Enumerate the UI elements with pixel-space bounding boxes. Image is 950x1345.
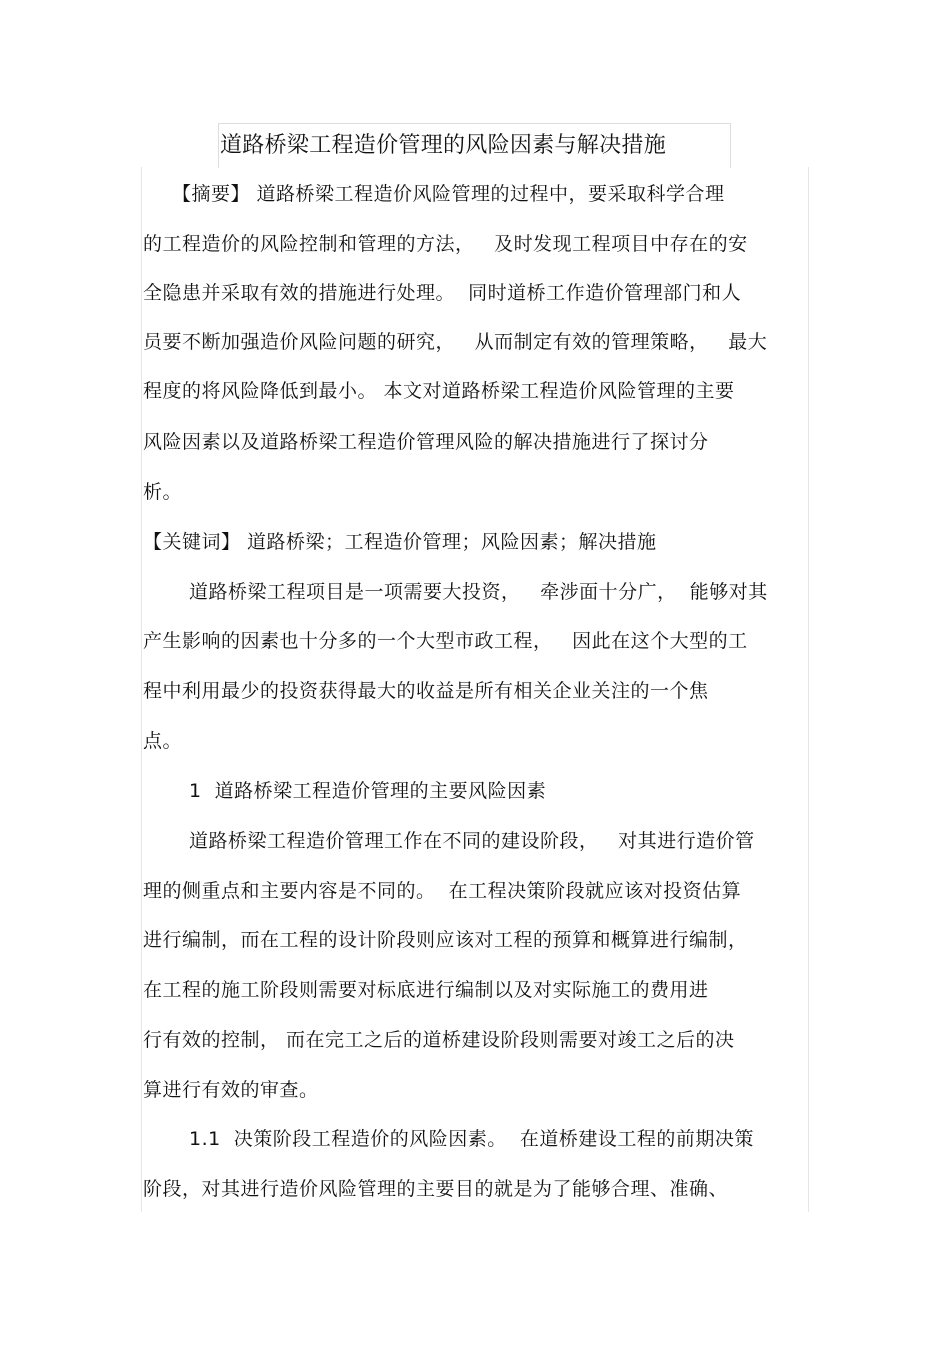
intro-line-4: 点。 xyxy=(143,730,183,752)
abstract-line-4: 员要不断加强造价风险问题的研究， 从而制定有效的管理策略， 最大 xyxy=(143,331,768,353)
section-1-heading: 1 道路桥梁工程造价管理的主要风险因素 xyxy=(189,780,547,802)
abstract-line-6: 风险因素以及道路桥梁工程造价管理风险的解决措施进行了探讨分 xyxy=(143,431,709,453)
section-1-line-3: 进行编制，而在工程的设计阶段则应该对工程的预算和概算进行编制， xyxy=(143,929,748,951)
abstract-line-2: 的工程造价的风险控制和管理的方法， 及时发现工程项目中存在的安 xyxy=(143,233,748,255)
section-1-line-5: 行有效的控制， 而在完工之后的道桥建设阶段则需要对竣工之后的决 xyxy=(143,1029,735,1051)
keywords-line: 【关键词】 道路桥梁；工程造价管理；风险因素；解决措施 xyxy=(143,531,657,553)
section-1-line-6: 算进行有效的审查。 xyxy=(143,1079,319,1101)
intro-line-1: 道路桥梁工程项目是一项需要大投资， 牵涉面十分广， 能够对其 xyxy=(189,581,768,603)
intro-line-2: 产生影响的因素也十分多的一个大型市政工程， 因此在这个大型的工 xyxy=(143,630,748,652)
section-1-line-1: 道路桥梁工程造价管理工作在不同的建设阶段， 对其进行造价管 xyxy=(189,830,755,852)
section-1-line-4: 在工程的施工阶段则需要对标底进行编制以及对实际施工的费用进 xyxy=(143,979,709,1001)
section-1-1-line-2: 阶段，对其进行造价风险管理的主要目的就是为了能够合理、准确、 xyxy=(143,1178,729,1200)
intro-line-3: 程中利用最少的投资获得最大的收益是所有相关企业关注的一个焦 xyxy=(143,680,709,702)
section-1-line-2: 理的侧重点和主要内容是不同的。 在工程决策阶段就应该对投资估算 xyxy=(143,880,742,902)
abstract-line-1: 【摘要】 道路桥梁工程造价风险管理的过程中，要采取科学合理 xyxy=(172,183,725,205)
abstract-line-3: 全隐患并采取有效的措施进行处理。 同时道桥工作造价管理部门和人 xyxy=(143,282,742,304)
section-1-1-line-1: 1.1 决策阶段工程造价的风险因素。 在道桥建设工程的前期决策 xyxy=(189,1128,754,1150)
abstract-line-5: 程度的将风险降低到最小。 本文对道路桥梁工程造价风险管理的主要 xyxy=(143,380,735,402)
document-title: 道路桥梁工程造价管理的风险因素与解决措施 xyxy=(220,133,667,158)
abstract-line-7: 析。 xyxy=(143,481,183,503)
